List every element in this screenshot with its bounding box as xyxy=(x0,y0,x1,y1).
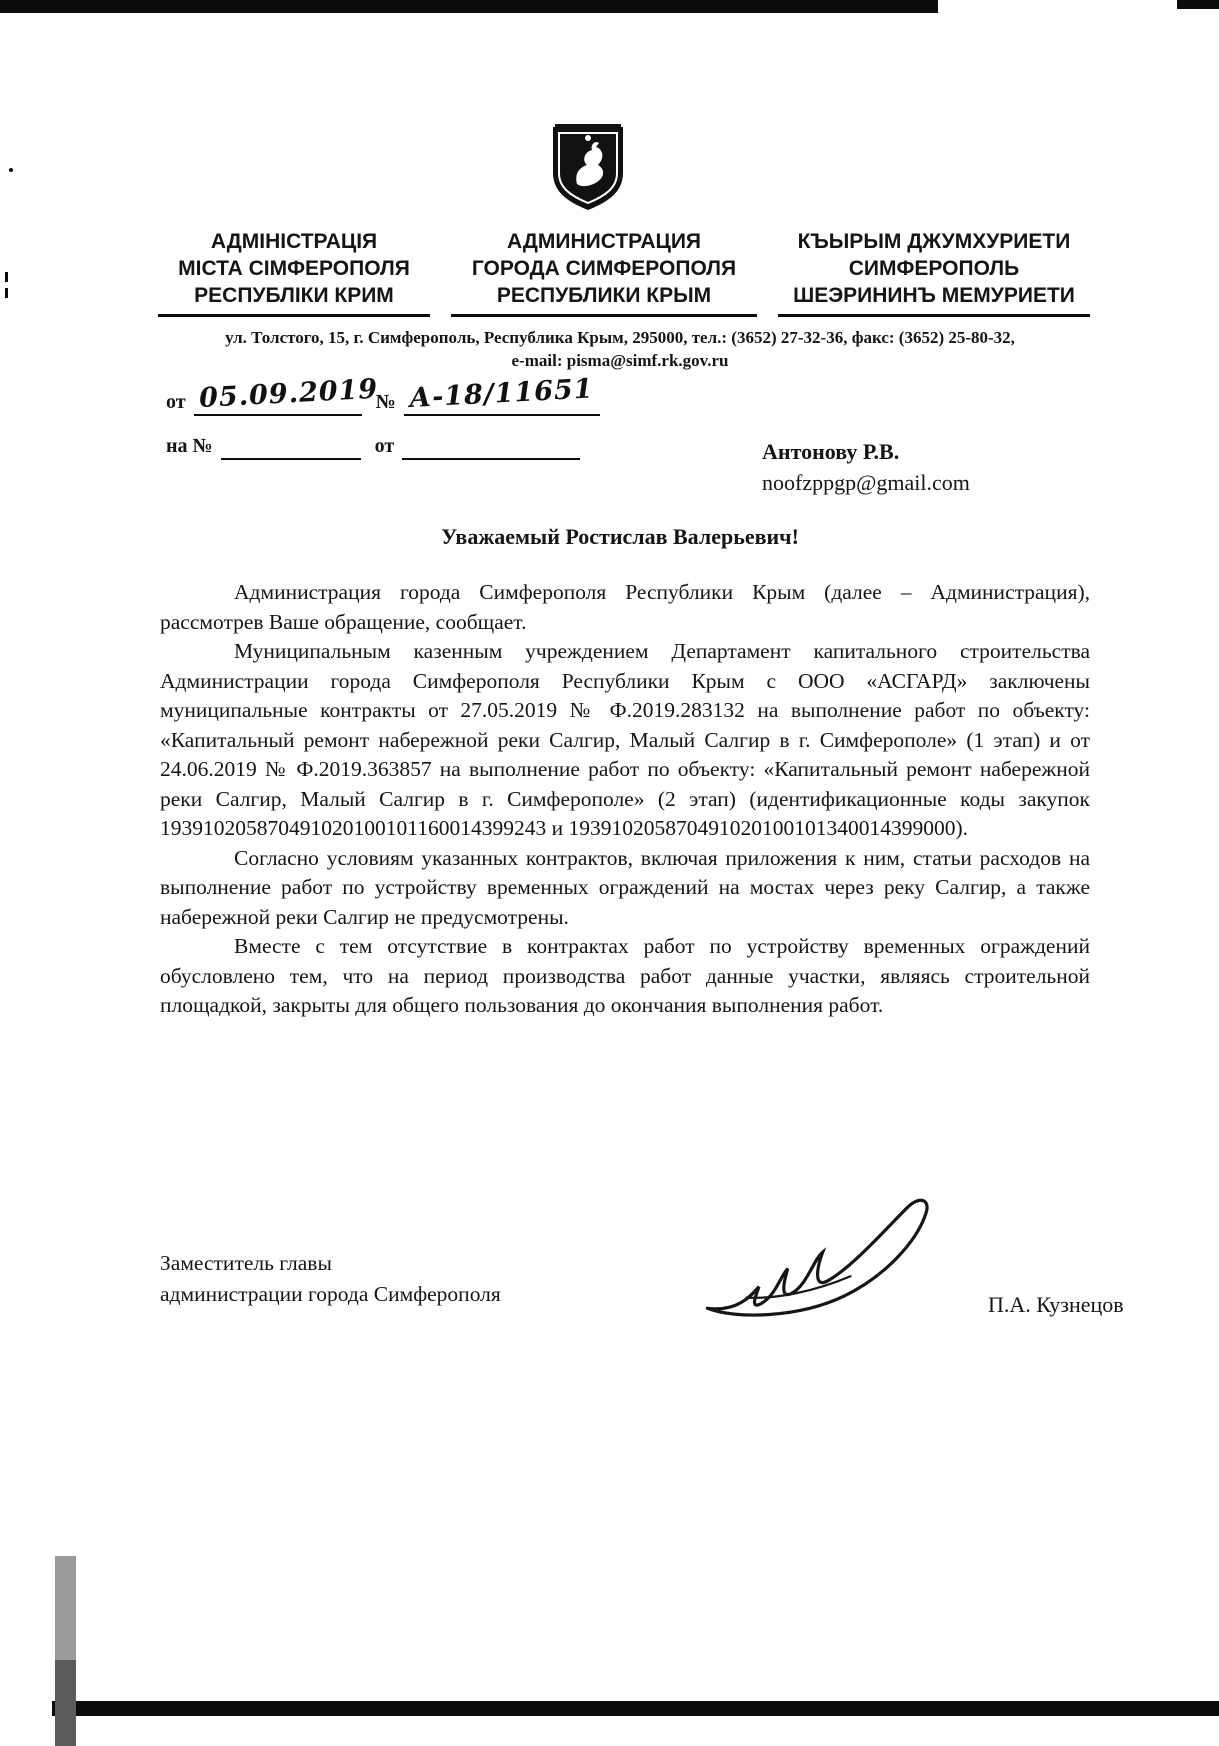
scan-artifact-bottom-bar xyxy=(52,1701,1219,1716)
org-address-line: ул. Толстого, 15, г. Симферополь, Республика Крым, 295000, тел.: (3652) 27-32-36, факс: (3652) 25-80-32, xyxy=(225,328,1015,347)
letterhead-line: РЕСПУБЛИКИ КРЫМ xyxy=(496,284,712,307)
recipient-name: Антонову Р.В. xyxy=(762,439,900,464)
reference-row-reply xyxy=(166,428,614,460)
letterhead xyxy=(158,228,1090,317)
scan-artifact-top-right xyxy=(1177,0,1219,9)
signatory-position-line: Заместитель главы xyxy=(160,1251,332,1275)
letterhead-line: ШЕЭРИНИНЪ МЕМУРИЕТИ xyxy=(793,284,1075,307)
letter-body xyxy=(160,578,1090,1021)
recipient-block xyxy=(762,436,970,498)
signatory-position xyxy=(160,1248,501,1310)
letterhead-column-ukrainian xyxy=(158,228,430,317)
scan-artifact-dash xyxy=(5,272,8,282)
body-paragraph: Согласно условиям указанных контрактов, включая приложения к ним, статьи расходов на выполнение работ по устройству временных ограждений на мостах через реку Салгир, а также набережной реки Салгир не предусмотрены. xyxy=(160,845,1090,929)
ref-from-label: от xyxy=(166,391,186,413)
ref-date-blank xyxy=(194,373,379,416)
reply-number-blank xyxy=(221,428,361,460)
signatory-name: П.А. Кузнецов xyxy=(988,1292,1124,1317)
reply-number-label: на № xyxy=(166,435,213,457)
letterhead-line: РЕСПУБЛІКИ КРИМ xyxy=(194,284,394,307)
reference-block xyxy=(166,373,614,472)
reply-date-blank xyxy=(402,428,580,460)
letterhead-line: АДМІНІСТРАЦІЯ xyxy=(210,230,378,253)
org-email-line: e-mail: pisma@simf.rk.gov.ru xyxy=(511,351,729,370)
letterhead-line: ГОРОДА СИМФЕРОПОЛЯ xyxy=(471,257,737,280)
signatory-position-line: администрации города Симферополя xyxy=(160,1282,501,1306)
body-paragraph: Муниципальным казенным учреждением Департамент капитального строительства Администрации города Симферополя Республики Крым с ООО «АСГАРД» заключены муниципальные контракты от 27.05.2019 № Ф.2019.283132 на выполнение работ по объекту: «Капитальный ремонт набережной реки Салгир, Малый Салгир в г. Симферополе» (1 этап) и от 24.06.2019 № Ф.2019.363857 на выполнение работ по объекту: «Капитальный ремонт набережной реки Салгир, Малый Салгир в г. Симферополе» (2 этап) (идентификационные коды закупок 193910205870491020100101160014399243 и 193910205870491020100101340014399000). xyxy=(160,639,1090,840)
letterhead-column-crimean-tatar xyxy=(778,228,1090,317)
letterhead-line: МІСТА СІМФЕРОПОЛЯ xyxy=(178,257,410,280)
salutation: Уважаемый Ростислав Валерьевич! xyxy=(441,524,799,549)
reply-from-label: от xyxy=(374,435,395,457)
ref-number-label: № xyxy=(375,391,396,413)
body-paragraph: Вместе с тем отсутствие в контрактах работ по устройству временных ограждений обусловлено тем, что на период производства работ данные участки, являясь строительной площадкой, закрыты для общего пользования до окончания выполнения работ. xyxy=(160,934,1090,1017)
scan-artifact-dot xyxy=(9,168,13,172)
coat-of-arms-icon xyxy=(545,120,631,216)
letterhead-line: АДМИНИСТРАЦИЯ xyxy=(506,230,702,253)
scan-artifact-left-dark-bar xyxy=(55,1660,76,1746)
ref-number-handwritten: А-18/11651 xyxy=(408,373,594,414)
ref-date-handwritten: 05.09.2019 xyxy=(197,373,379,414)
letterhead-line: КЪЫРЫМ ДЖУМХУРИЕТИ xyxy=(797,230,1071,253)
letterhead-column-russian xyxy=(451,228,757,317)
ref-number-blank xyxy=(404,373,600,416)
scan-artifact-top-bar xyxy=(0,0,938,13)
body-paragraph: Администрация города Симферополя Республики Крым (далее – Администрация), рассмотрев Ваше обращение, сообщает. xyxy=(160,580,1090,634)
org-address-block xyxy=(140,326,1100,372)
reference-row-outgoing xyxy=(166,373,614,416)
recipient-email: noofzppgp@gmail.com xyxy=(762,470,970,495)
signature-icon xyxy=(685,1191,964,1349)
scan-artifact-dash xyxy=(5,288,8,298)
letterhead-line: СИМФЕРОПОЛЬ xyxy=(848,257,1020,280)
